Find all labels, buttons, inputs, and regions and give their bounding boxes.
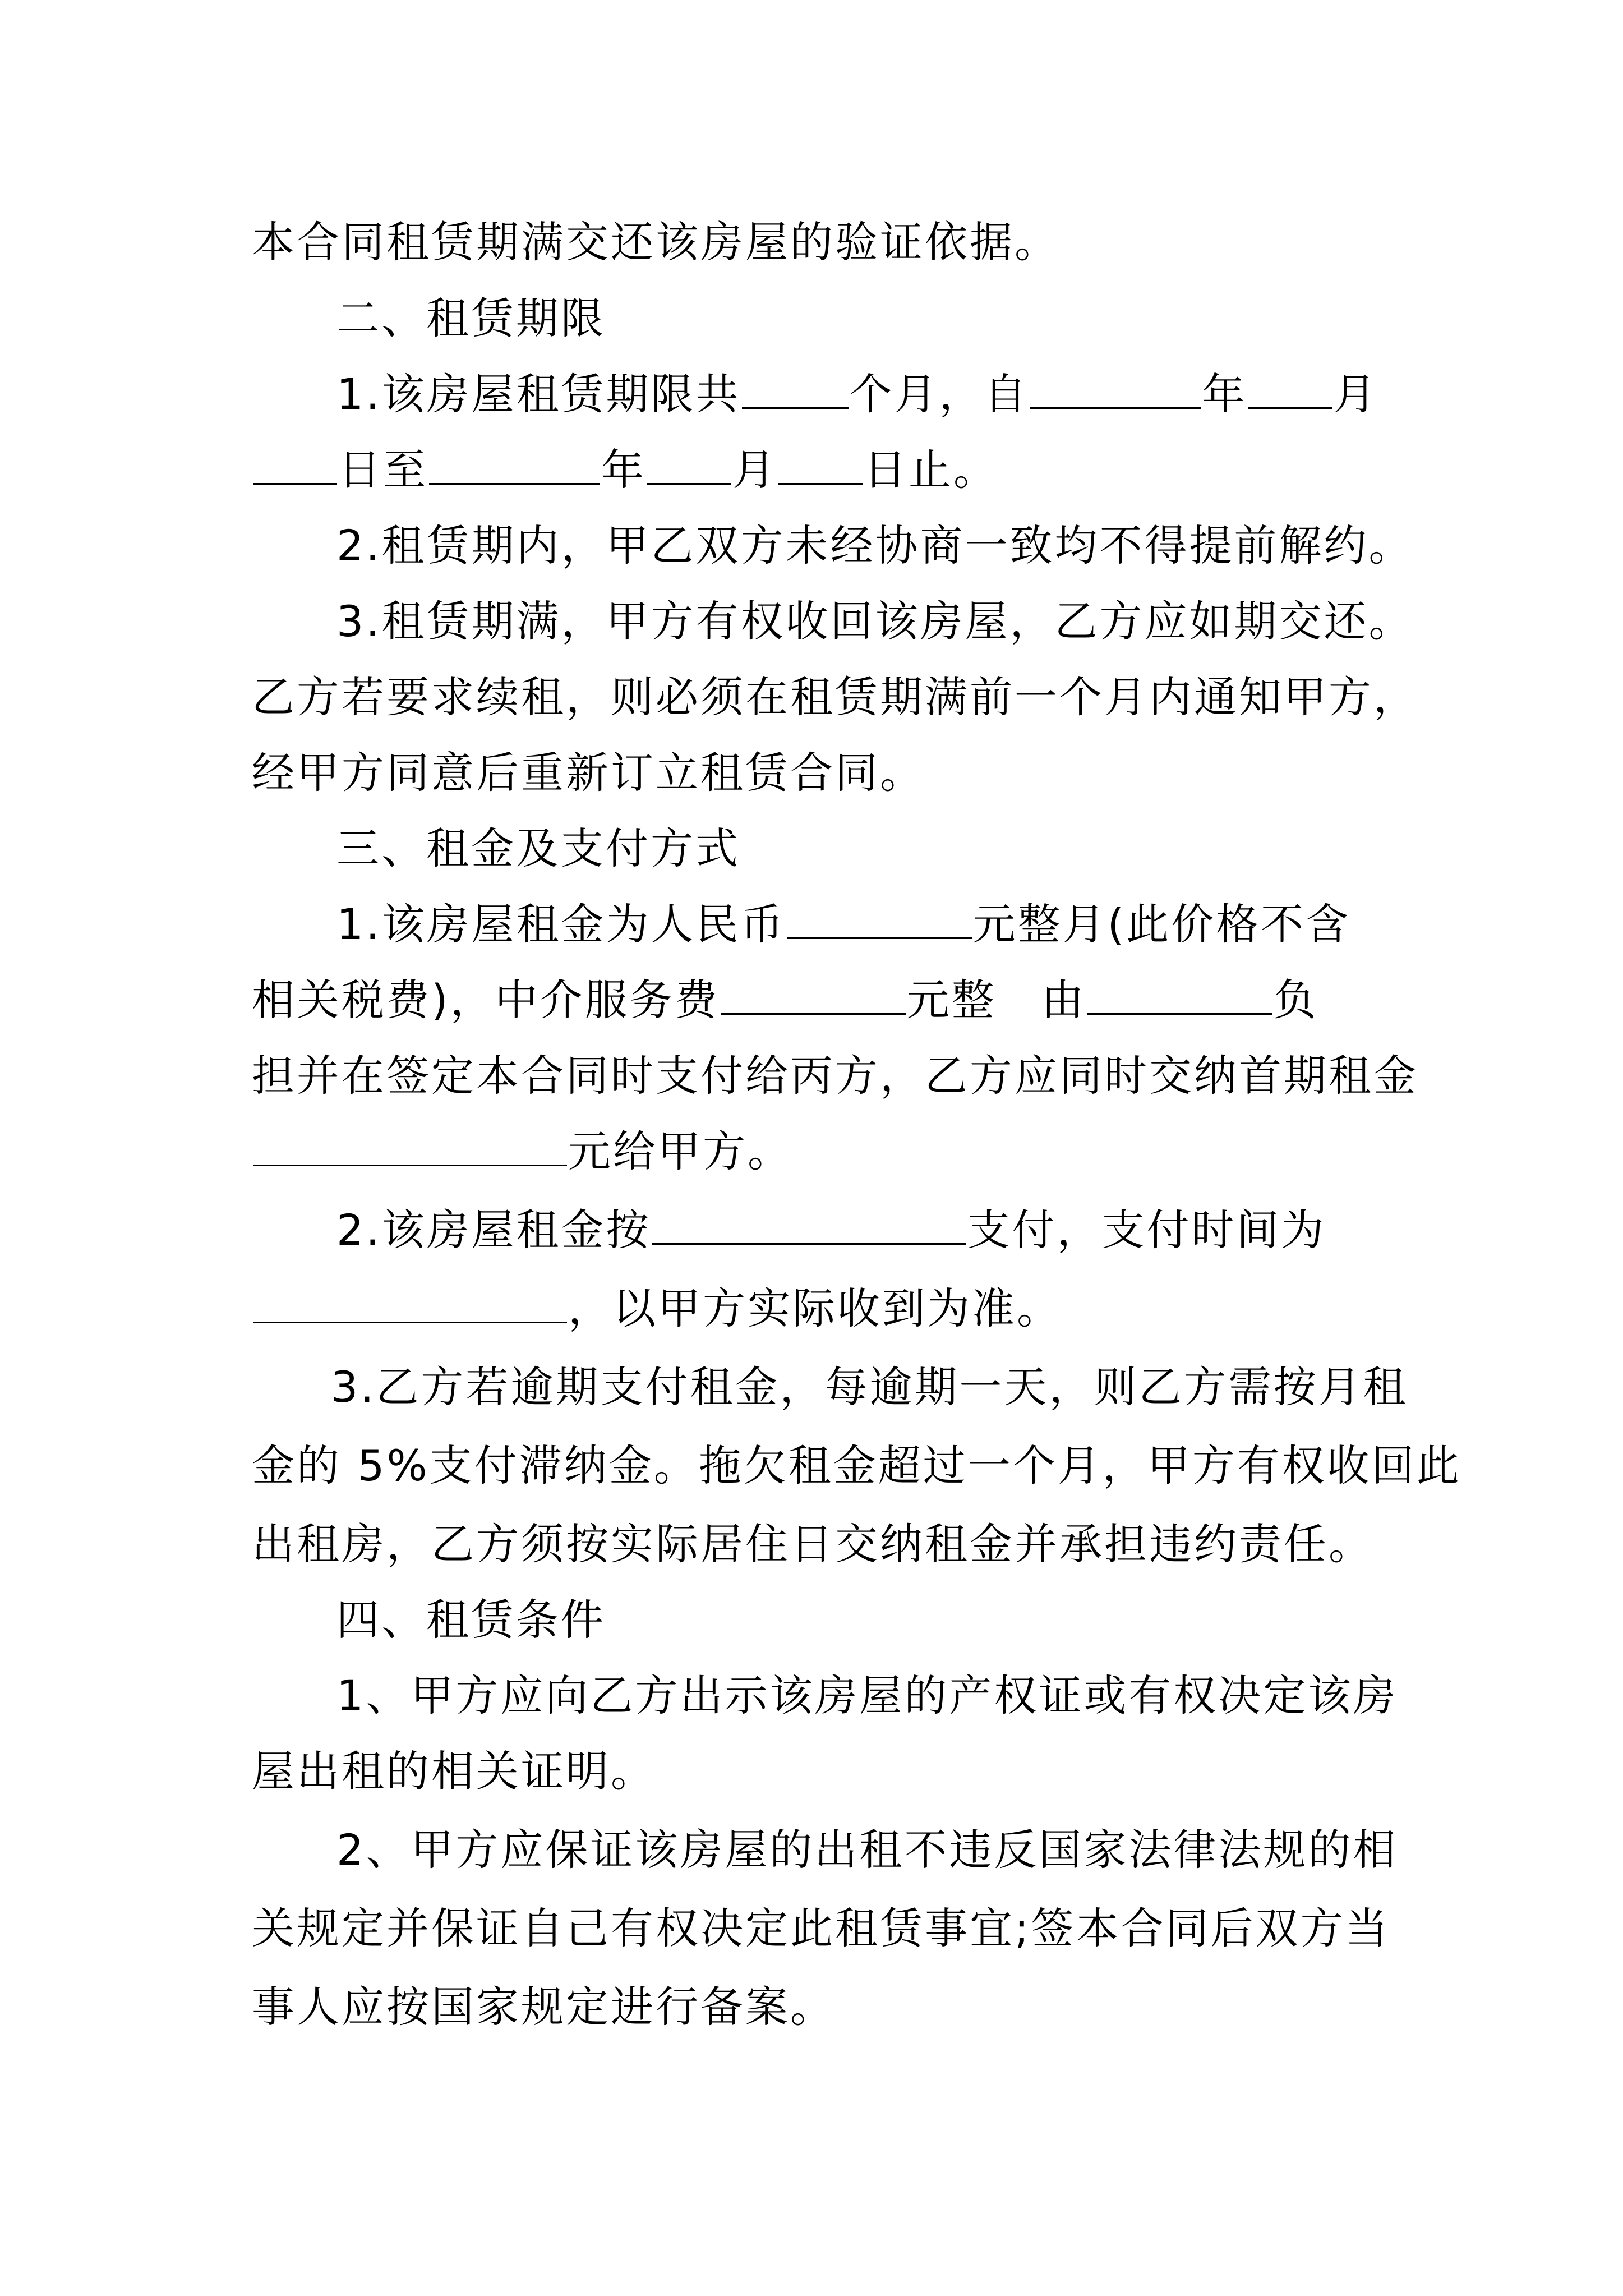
paragraph-text: 元整 由 [906,975,1086,1025]
paragraph-text: 经甲方同意后重新订立租赁合同。 [252,748,925,798]
text-line [252,1125,792,1179]
paragraph-text: 相关税费)，中介服务费 [252,975,720,1025]
text-line [336,367,1378,421]
paragraph-text: 日止。 [864,445,998,495]
paragraph-text: 1.该房屋租金为人民币 [336,899,786,949]
blank-line[interactable] [778,448,863,485]
blank-line[interactable] [253,1130,567,1166]
paragraph-text: 关规定并保证自己有权决定此租赁事宜;签本合同后双方当 [252,1903,1390,1953]
section-heading-conditions [336,1593,606,1647]
text-line [252,1745,656,1798]
text-line [252,670,1418,724]
text-line [252,1902,1390,1955]
text-line [252,746,925,800]
paragraph-text: 日至 [338,445,428,495]
paragraph-text: 2.该房屋租金按 [336,1205,651,1255]
text-line [336,519,1414,573]
heading-text: 二、租赁期限 [336,293,606,343]
paragraph-text: 1、甲方应向乙方出示该房屋的产权证或有权决定该房 [336,1671,1398,1720]
paragraph-text: 负 [1273,975,1318,1025]
blank-line[interactable] [1087,978,1272,1015]
paragraph-text: 月 [732,445,777,495]
blank-line[interactable] [787,903,972,939]
text-line [252,443,998,497]
text-line [252,215,1059,269]
text-line [336,898,1350,951]
text-line [252,1980,835,2034]
paragraph-text: 2、甲方应保证该房屋的出租不违反国家法律法规的相 [336,1825,1398,1875]
paragraph-text: 元整月(此价格不含 [972,899,1351,949]
blank-line[interactable] [647,448,731,485]
text-line [331,1360,1408,1414]
blank-line[interactable] [742,372,849,409]
blank-line[interactable] [253,1287,567,1323]
text-line [336,1203,1326,1257]
text-line [336,1823,1398,1877]
paragraph-text: 支付，支付时间为 [967,1205,1326,1255]
heading-text: 四、租赁条件 [336,1595,606,1645]
paragraph-text: 个月，自 [849,369,1029,419]
paragraph-text: ，以甲方实际收到为准。 [568,1283,1062,1333]
paragraph-text: 2.租赁期内，甲乙双方未经协商一致均不得提前解约。 [336,521,1414,570]
paragraph-text: 金的 5%支付滞纳金。拖欠租金超过一个月，甲方有权收回此 [252,1441,1461,1490]
paragraph-text: 屋出租的相关证明。 [252,1746,656,1796]
text-line [252,1517,1373,1571]
paragraph-text: 本合同租赁期满交还该房屋的验证依据。 [252,217,1059,267]
text-line [252,1049,1418,1103]
blank-line[interactable] [1030,372,1201,409]
paragraph-text: 3.租赁期满，甲方有权收回该房屋，乙方应如期交还。 [336,596,1414,646]
text-line [336,1669,1398,1723]
heading-text: 三、租金及支付方式 [336,823,740,873]
text-line [252,973,1318,1027]
blank-line[interactable] [429,448,600,485]
paragraph-text: 年 [1202,369,1247,419]
blank-line[interactable] [652,1208,966,1245]
paragraph-text: 出租房，乙方须按实际居住日交纳租金并承担违约责任。 [252,1519,1373,1569]
blank-line[interactable] [253,448,337,485]
paragraph-text: 事人应按国家规定进行备案。 [252,1982,835,2032]
paragraph-text: 1.该房屋租赁期限共 [336,369,741,419]
paragraph-text: 3.乙方若逾期支付租金，每逾期一天，则乙方需按月租 [331,1362,1408,1412]
paragraph-text: 乙方若要求续租，则必须在租赁期满前一个月内通知甲方， [252,672,1418,722]
text-line [252,1439,1461,1493]
blank-line[interactable] [1248,372,1332,409]
paragraph-text: 月 [1333,369,1378,419]
text-line [336,595,1414,648]
blank-line[interactable] [721,978,906,1015]
paragraph-text: 担并在签定本合同时支付给丙方，乙方应同时交纳首期租金 [252,1051,1418,1101]
section-heading-rent [336,822,740,876]
paragraph-text: 元给甲方。 [568,1126,792,1176]
section-heading-term [336,292,606,346]
text-line [252,1282,1062,1336]
paragraph-text: 年 [601,445,646,495]
